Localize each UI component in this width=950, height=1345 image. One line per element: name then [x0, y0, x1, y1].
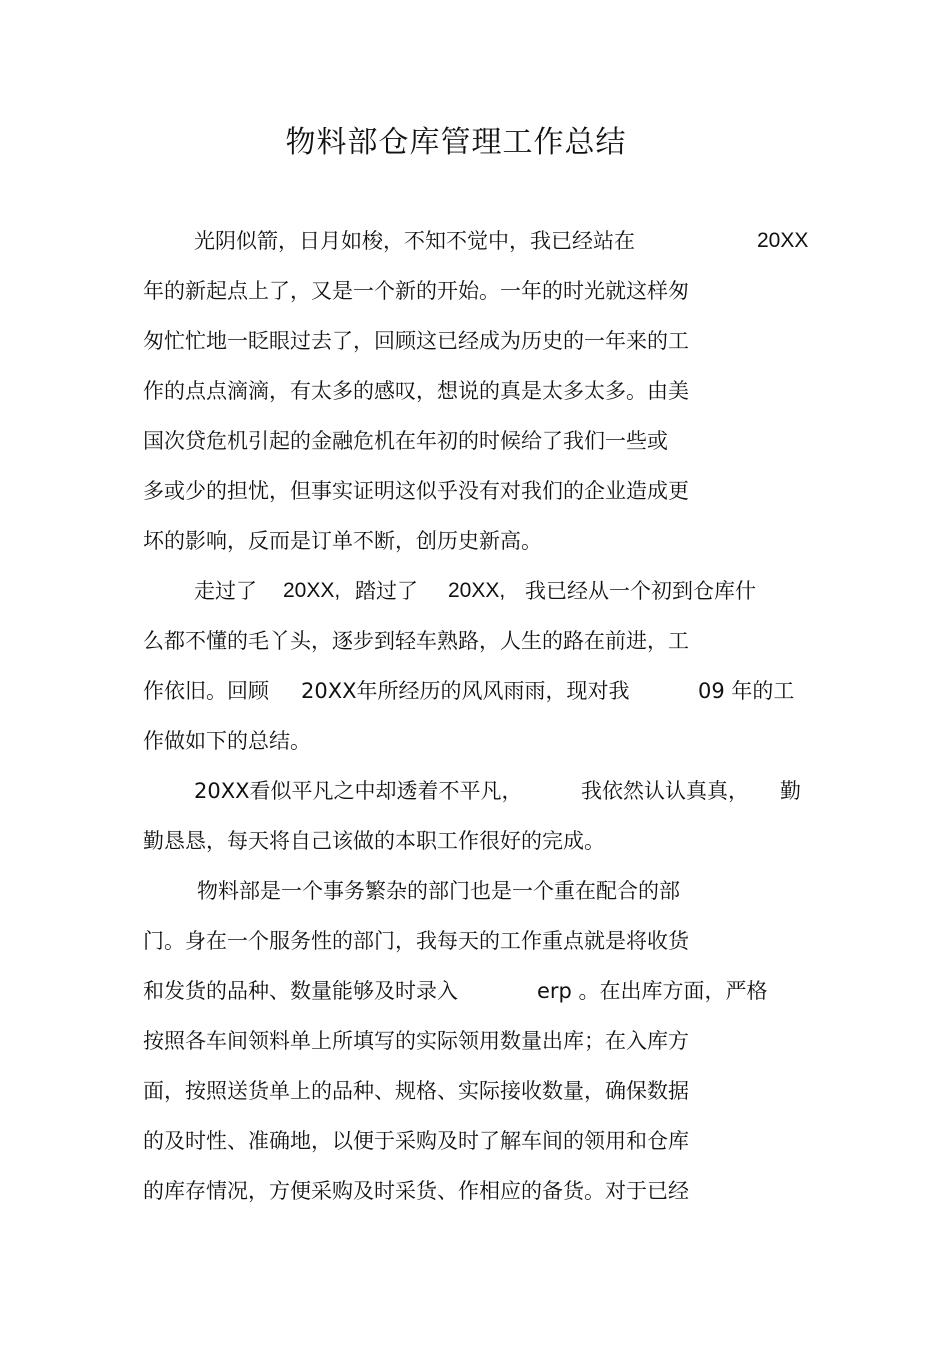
text-segment: erp 。在出库方面，严格: [537, 979, 768, 1003]
text-segment: 20XX看似平凡之中却透着不平凡，: [194, 779, 523, 803]
text-segment: 作依旧。回顾: [143, 679, 269, 703]
text-line: [143, 466, 823, 516]
text-segment: 勤: [780, 779, 801, 803]
text-line: [143, 1066, 823, 1116]
text-segment: 年的新起点上了，又是一个新的开始。一年的时光就这样匆: [143, 279, 689, 303]
text-line: [143, 316, 823, 366]
text-line: [143, 666, 823, 716]
text-segment: 我依然认认真真，: [581, 779, 749, 803]
text-segment: 坏的影响，反而是订单不断，创历史新高。: [143, 529, 542, 553]
text-line: [143, 566, 823, 616]
text-segment: 门。身在一个服务性的部门，我每天的工作重点就是将收货: [143, 929, 689, 953]
text-line: [143, 1116, 823, 1166]
text-line: [143, 716, 823, 766]
text-segment: 走过了: [194, 579, 257, 603]
text-segment: 我已经从一个初到仓库什: [525, 579, 756, 603]
text-segment: 20XX: [757, 229, 809, 252]
text-segment: 作做如下的总结。: [143, 729, 311, 753]
text-segment: 20XX,: [283, 579, 341, 602]
text-line: [143, 516, 823, 566]
document-title: 物料部仓库管理工作总结: [285, 125, 627, 160]
text-line: [143, 766, 823, 816]
text-line: [143, 866, 823, 916]
text-segment: 作的点点滴滴，有太多的感叹，想说的真是太多太多。由美: [143, 379, 689, 403]
text-segment: 20XX,: [448, 579, 506, 602]
text-segment: 匆忙忙地一眨眼过去了，回顾这已经成为历史的一年来的工: [143, 329, 689, 353]
text-segment: 09 年的工: [698, 679, 795, 703]
text-segment: 的及时性、准确地，以便于采购及时了解车间的领用和仓库: [143, 1129, 689, 1153]
text-line: [143, 216, 823, 266]
text-segment: 物料部是一个事务繁杂的部门也是一个重在配合的部: [197, 879, 680, 903]
text-line: [143, 416, 823, 466]
text-segment: 光阴似箭，日月如梭，不知不觉中，我已经站在: [194, 229, 635, 253]
text-segment: 和发货的品种、数量能够及时录入: [143, 979, 458, 1003]
text-line: [143, 1166, 823, 1216]
text-segment: 国次贷危机引起的金融危机在年初的时候给了我们一些或: [143, 429, 668, 453]
text-segment: 面，按照送货单上的品种、规格、实际接收数量，确保数据: [143, 1079, 689, 1103]
text-line: [143, 1016, 823, 1066]
text-segment: 多或少的担忧，但事实证明这似乎没有对我们的企业造成更: [143, 479, 689, 503]
text-segment: 20XX年所经历的风风雨雨，现对我: [301, 679, 630, 703]
text-line: [143, 366, 823, 416]
text-segment: 么都不懂的毛丫头，逐步到轻车熟路，人生的路在前进，工: [143, 629, 689, 653]
text-line: [143, 816, 823, 866]
text-line: [143, 916, 823, 966]
text-line: [143, 266, 823, 316]
text-line: [143, 966, 823, 1016]
text-segment: 按照各车间领料单上所填写的实际领用数量出库；在入库方: [143, 1029, 689, 1053]
text-line: [143, 616, 823, 666]
text-segment: 勤恳恳，每天将自己该做的本职工作很好的完成。: [143, 829, 605, 853]
text-segment: 踏过了: [355, 579, 418, 603]
text-segment: 的库存情况，方便采购及时采货、作相应的备货。对于已经: [143, 1179, 689, 1203]
